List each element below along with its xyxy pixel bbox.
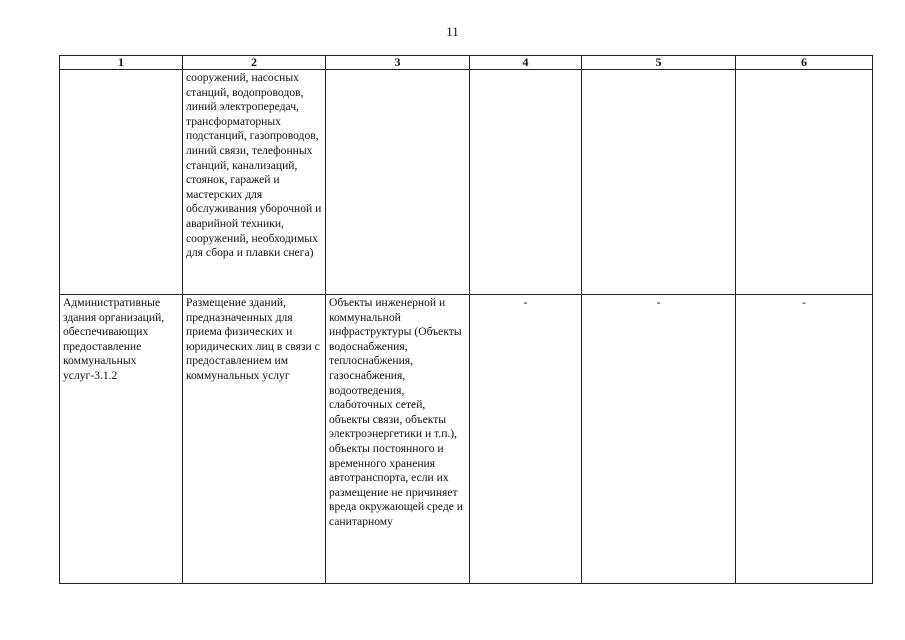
regulations-table xyxy=(59,55,873,584)
column-header-2: 2 xyxy=(183,56,326,70)
column-header-6: 6 xyxy=(736,56,873,70)
cell-permitted-objects: Объекты инженерной и коммунальной инфраструктуры (Объекты водоснабжения, теплоснабжения, газоснабжения, водоотведения, слаботочных сетей, объекты связи, объекты электроэнергетики и т.п.), объекты постоянного и временного хранения автотранспорта, если их размещение не причиняет вреда окружающей среде и санитарному xyxy=(326,295,470,584)
table-row xyxy=(60,70,873,295)
cell-col4 xyxy=(470,70,582,295)
page-number: 11 xyxy=(446,24,459,39)
cell-description: Размещение зданий, предназначенных для приема физических и юридических лиц в связи с предоставлением им коммунальных услуг xyxy=(183,295,326,584)
cell-land-use-type: Административные здания организаций, обеспечивающих предоставление коммунальных услуг-3.1.2 xyxy=(60,295,183,584)
column-header-3: 3 xyxy=(326,56,470,70)
column-header-5: 5 xyxy=(582,56,736,70)
cell-col5 xyxy=(582,70,736,295)
column-header-4: 4 xyxy=(470,56,582,70)
column-header-1: 1 xyxy=(60,56,183,70)
cell-description: сооружений, насосных станций, водопроводов, линий электропередач, трансформаторных подстанций, газопроводов, линий связи, телефонных станций, канализаций, стоянок, гаражей и мастерских для обслуживания уборочной и аварийной техники, сооружений, необходимых для сбора и плавки снега) xyxy=(183,70,326,295)
cell-col5: - xyxy=(582,295,736,584)
cell-permitted-objects xyxy=(326,70,470,295)
cell-col4: - xyxy=(470,295,582,584)
cell-col6: - xyxy=(736,295,873,584)
cell-col6 xyxy=(736,70,873,295)
cell-land-use-type xyxy=(60,70,183,295)
table-row xyxy=(60,295,873,584)
table-header-row xyxy=(60,56,873,70)
